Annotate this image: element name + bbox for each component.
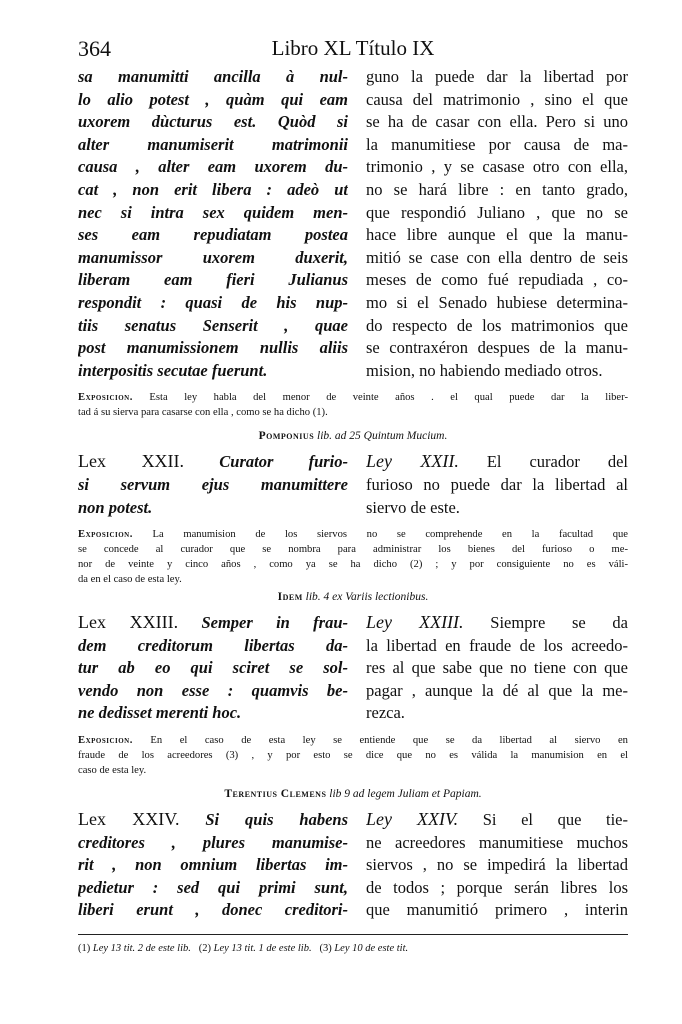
lex23-columns [78, 611, 628, 725]
exposicion-line [78, 390, 628, 405]
latin-line: uxorem dùcturus est. Quòd si [78, 112, 348, 132]
footnote-marker: (1) [78, 943, 91, 955]
exposicion-line: se concede al curador que se nombra para administrar los bienes del furioso o me- [78, 544, 628, 556]
spanish-line: causa del matrimonio , sino el que [366, 89, 628, 109]
latin-line: tur ab eo qui sciret se sol- [78, 658, 348, 678]
latin-line: nec si intra sex quidem men- [78, 202, 348, 222]
latin-line: liberi erunt , donec creditori- [78, 900, 348, 920]
latin-line: tiis senatus Senserit , quae [78, 315, 348, 335]
latin-line: causa , alter eam uxorem du- [78, 157, 348, 177]
ley-heading: Ley XXIV. [366, 809, 459, 830]
spanish-line: res al que sabe que no tiene con que [366, 658, 628, 678]
exposicion-line: nor de veinte y cinco años , como ya se ha dicho (2) ; y por consiguiente no es váli- [78, 559, 628, 571]
lex-heading: Lex XXIII. [78, 612, 179, 633]
footnote-text: Ley 13 tit. 1 de este lib. [213, 943, 312, 955]
spanish-line: rezca. [366, 703, 405, 723]
latin-line: cat , non erit libera : adeò ut [78, 179, 348, 199]
page-header [78, 36, 628, 66]
spanish-line: la manumitiese por causa de ma- [366, 134, 628, 154]
latin-line: rit , non omnium libertas im- [78, 855, 348, 875]
footnote-marker: (3) [319, 943, 332, 955]
exposicion-line [78, 527, 628, 542]
exposicion-lex22 [78, 527, 628, 587]
lex22-columns [78, 450, 628, 519]
spanish-line: siervos , no se impedirá la libertad [366, 855, 628, 875]
latin-line: lo alio potest , quàm qui eam [78, 89, 348, 109]
spanish-line: mitió se case con ella dentro de seis [366, 247, 628, 267]
footnotes [78, 935, 628, 954]
block1-columns [78, 66, 628, 382]
latin-line: dem creditorum libertas da- [78, 635, 348, 655]
source-work: lib. ad 25 Quintum Mucium. [317, 430, 448, 443]
footnote-text: Ley 13 tit. 2 de este lib. [92, 943, 191, 955]
exposicion-label: Exposicion. [78, 529, 133, 541]
exposicion-line: da en el caso de esta ley. [78, 574, 182, 586]
ley-heading: Ley XXIII. [366, 612, 464, 633]
footnote-text: Ley 10 de este tit. [334, 943, 409, 955]
exposicion-lex23 [78, 733, 628, 778]
exposicion-text: En el caso de esta ley se entiende que se da libertad al siervo en [150, 735, 628, 747]
latin-line: ne dedisset merenti hoc. [78, 703, 242, 723]
latin-line: interpositis secutae fuerunt. [78, 360, 268, 380]
page-number: 364 [78, 36, 111, 61]
latin-text: Si quis habens [205, 810, 348, 830]
latin-line: liberam eam fieri Julianus [78, 270, 348, 290]
lex24-columns [78, 808, 628, 922]
exposicion-label: Exposicion. [78, 392, 133, 404]
spanish-line: se ha de casar con ella. Pero si uno [366, 112, 628, 132]
spanish-line: de todos ; porque serán libres los [366, 877, 628, 897]
spanish-text: Si el que tie- [482, 810, 628, 830]
latin-line: respondit : quasi de his nup- [78, 292, 348, 312]
source-author: Pomponius [258, 430, 315, 443]
spanish-line: se contraxéron despues de la manu- [366, 338, 628, 358]
latin-line: non potest. [78, 497, 153, 517]
latin-line: sa manumitti ancilla à nul- [78, 67, 348, 86]
spanish-line: furioso no puede dar la libertad al [366, 474, 628, 494]
spanish-line: hace libre aunque el que la manu- [366, 225, 628, 245]
spanish-line [366, 611, 628, 635]
spanish-line: no se hará libre : en tanto grado, [366, 179, 628, 199]
latin-line: pedietur : sed qui primi sunt, [78, 877, 348, 897]
latin-line [78, 808, 348, 832]
source-work: lib. 4 ex Variis lectionibus. [305, 591, 429, 604]
spanish-column [366, 808, 628, 922]
exposicion-label: Exposicion. [78, 735, 133, 747]
page [78, 36, 628, 954]
exposicion-text: Esta ley habla del menor de veinte años . el qual puede dar la liber- [149, 392, 628, 404]
latin-line: vendo non esse : quamvis be- [78, 680, 348, 700]
exposicion-block1 [78, 390, 628, 420]
latin-line: post manumissionem nullis aliis [78, 338, 348, 358]
latin-column [78, 450, 348, 519]
exposicion-line: caso de esta ley. [78, 765, 147, 777]
source-citation [78, 788, 628, 800]
latin-column [78, 66, 348, 382]
spanish-line: que respondió Juliano , que no se [366, 202, 628, 222]
latin-line: manumissor uxorem duxerit, [78, 247, 348, 267]
spanish-line: meses de como fué repudiada , co- [366, 270, 628, 290]
source-work: lib 9 ad legem Juliam et Papiam. [329, 788, 482, 801]
spanish-line: pagar , aunque la dé al que la me- [366, 680, 628, 700]
source-citation [78, 430, 628, 442]
spanish-column [366, 450, 628, 519]
spanish-line: trimonio , y se casase otro con ella, [366, 157, 628, 177]
running-head: Libro XL Título IX [271, 36, 435, 60]
latin-line: creditores , plures manumise- [78, 832, 348, 852]
ley-heading: Ley XXII. [366, 451, 459, 472]
spanish-text: Siempre se da [490, 613, 628, 633]
spanish-column [366, 66, 628, 382]
spanish-line: do respecto de los matrimonios que [366, 315, 628, 335]
lex-heading: Lex XXII. [78, 451, 185, 472]
latin-line: si servum ejus manumittere [78, 474, 348, 494]
latin-line: alter manumiserit matrimonii [78, 134, 348, 154]
spanish-line: siervo de este. [366, 497, 460, 517]
source-author: Terentius Clemens [224, 788, 327, 801]
spanish-line: mo si el Senado hubiese determina- [366, 292, 628, 312]
exposicion-text: La manumision de los siervos no se comprehende en la facultad que [152, 529, 628, 541]
spanish-line: ne acreedores manumitiese muchos [366, 832, 628, 852]
spanish-line [366, 808, 628, 832]
spanish-column [366, 611, 628, 725]
latin-column [78, 611, 348, 725]
exposicion-line: fraude de los acreedores (3) , y por esto se dice que no es válida la manumision en el [78, 750, 628, 762]
lex-heading: Lex XXIV. [78, 809, 180, 830]
spanish-line: la libertad en fraude de los acreedo- [366, 635, 628, 655]
footnote-marker: (2) [198, 943, 211, 955]
latin-line: ses eam repudiatam postea [78, 225, 348, 245]
spanish-line [366, 450, 628, 474]
spanish-line: guno la puede dar la libertad por [366, 67, 628, 86]
latin-column [78, 808, 348, 922]
latin-line [78, 611, 348, 635]
latin-line [78, 450, 348, 474]
exposicion-line [78, 733, 628, 748]
exposicion-line: tad á su sierva para casarse con ella , como se ha dicho (1). [78, 407, 328, 419]
latin-text: Semper in frau- [201, 613, 348, 633]
spanish-line: mision, no habiendo mediado otros. [366, 360, 603, 380]
source-author: Idem [277, 591, 303, 604]
spanish-line: que manumitió primero , interin [366, 900, 628, 920]
spanish-text: El curador del [486, 452, 628, 472]
source-citation [78, 591, 628, 603]
latin-text: Curator furio- [219, 452, 348, 472]
